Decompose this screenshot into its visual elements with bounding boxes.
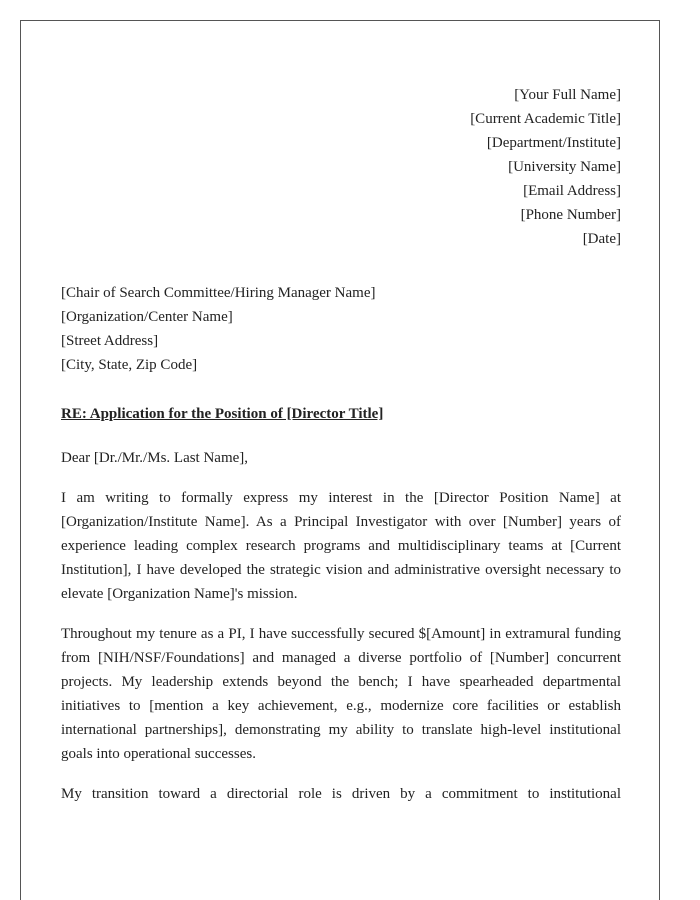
sender-university: [University Name] [508,159,621,175]
sender-block [61,83,621,251]
letter-page [20,20,660,900]
letter-date: [Date] [582,231,621,247]
body-paragraph-3: My transition toward a directorial role is driven by a commitment to institutional [61,786,621,802]
recipient-city-state-zip: [City, State, Zip Code] [61,357,198,373]
recipient-name: [Chair of Search Committee/Hiring Manager Name] [61,285,376,301]
sender-academic-title: [Current Academic Title] [470,111,621,127]
letter-body [61,83,621,806]
subject-line: RE: Application for the Position of [Director Title] [61,406,384,422]
recipient-organization: [Organization/Center Name] [61,309,233,325]
body-paragraph-2: Throughout my tenure as a PI, I have successfully secured $[Amount] in extramural funding from [NIH/NSF/Foundations] and managed a diverse portfolio of [Number] concurrent projects. My leadership extends beyond the bench; I have spearheaded departmental initiatives to [mention a key achievement, e.g., modernize core facilities or establish international partnerships], demonstrating my ability to translate high-level institutional goals into operational successes. [61,626,621,762]
salutation: Dear [Dr./Mr./Ms. Last Name], [61,450,249,466]
recipient-block [61,281,621,377]
sender-phone: [Phone Number] [520,207,621,223]
sender-full-name: [Your Full Name] [514,87,621,103]
body-paragraph-1: I am writing to formally express my interest in the [Director Position Name] at [Organization/Institute Name]. As a Principal Investigator with over [Number] years of experience leading complex research programs and multidisciplinary teams at [Current Institution], I have developed the strategic vision and administrative oversight necessary to elevate [Organization Name]'s mission. [61,490,621,602]
recipient-street: [Street Address] [61,333,159,349]
sender-department: [Department/Institute] [486,135,621,151]
sender-email: [Email Address] [523,183,621,199]
